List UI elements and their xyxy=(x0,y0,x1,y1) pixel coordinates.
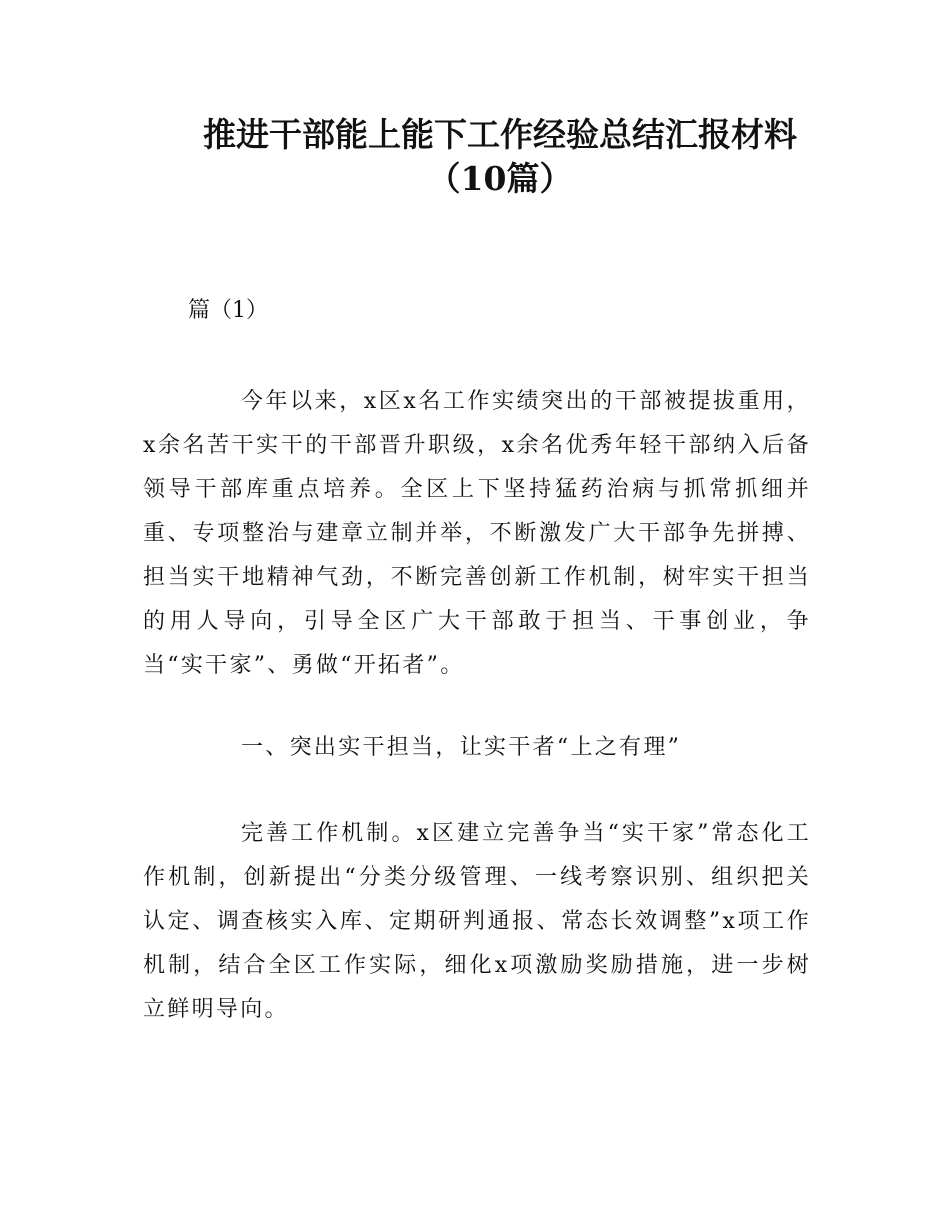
section-heading: 一、突出实干担当，让实干者“上之有理” xyxy=(241,735,682,760)
paragraph-mechanism: 完善工作机制。x区建立完善争当“实干家”常态化工作机制，创新提出“分类分级管理、一线考察识别、组织把关认定、调查核实入库、定期研判通报、常态长效调整”x项工作机制，结合全区工作实际，细化x项激励奖励措施，进一步树立鲜明导向。 xyxy=(143,821,811,1022)
document-title-count: （10篇） xyxy=(427,159,573,198)
document-title: 推进干部能上能下工作经验总结汇报材料 xyxy=(203,115,797,154)
paragraph-intro: 今年以来，x区x名工作实绩突出的干部被提拔重用，x余名苦干实干的干部晋升职级，x余名优秀年轻干部纳入后备领导干部库重点培养。全区上下坚持猛药治病与抓常抓细并重、专项整治与建章立制并举，不断激发广大干部争先拼搏、担当实干地精神气劲，不断完善创新工作机制，树牢实干担当的用人导向，引导全区广大干部敢于担当、干事创业，争当“实干家”、勇做“开拓者”。 xyxy=(143,389,811,678)
section-label: 篇（1） xyxy=(188,298,268,323)
